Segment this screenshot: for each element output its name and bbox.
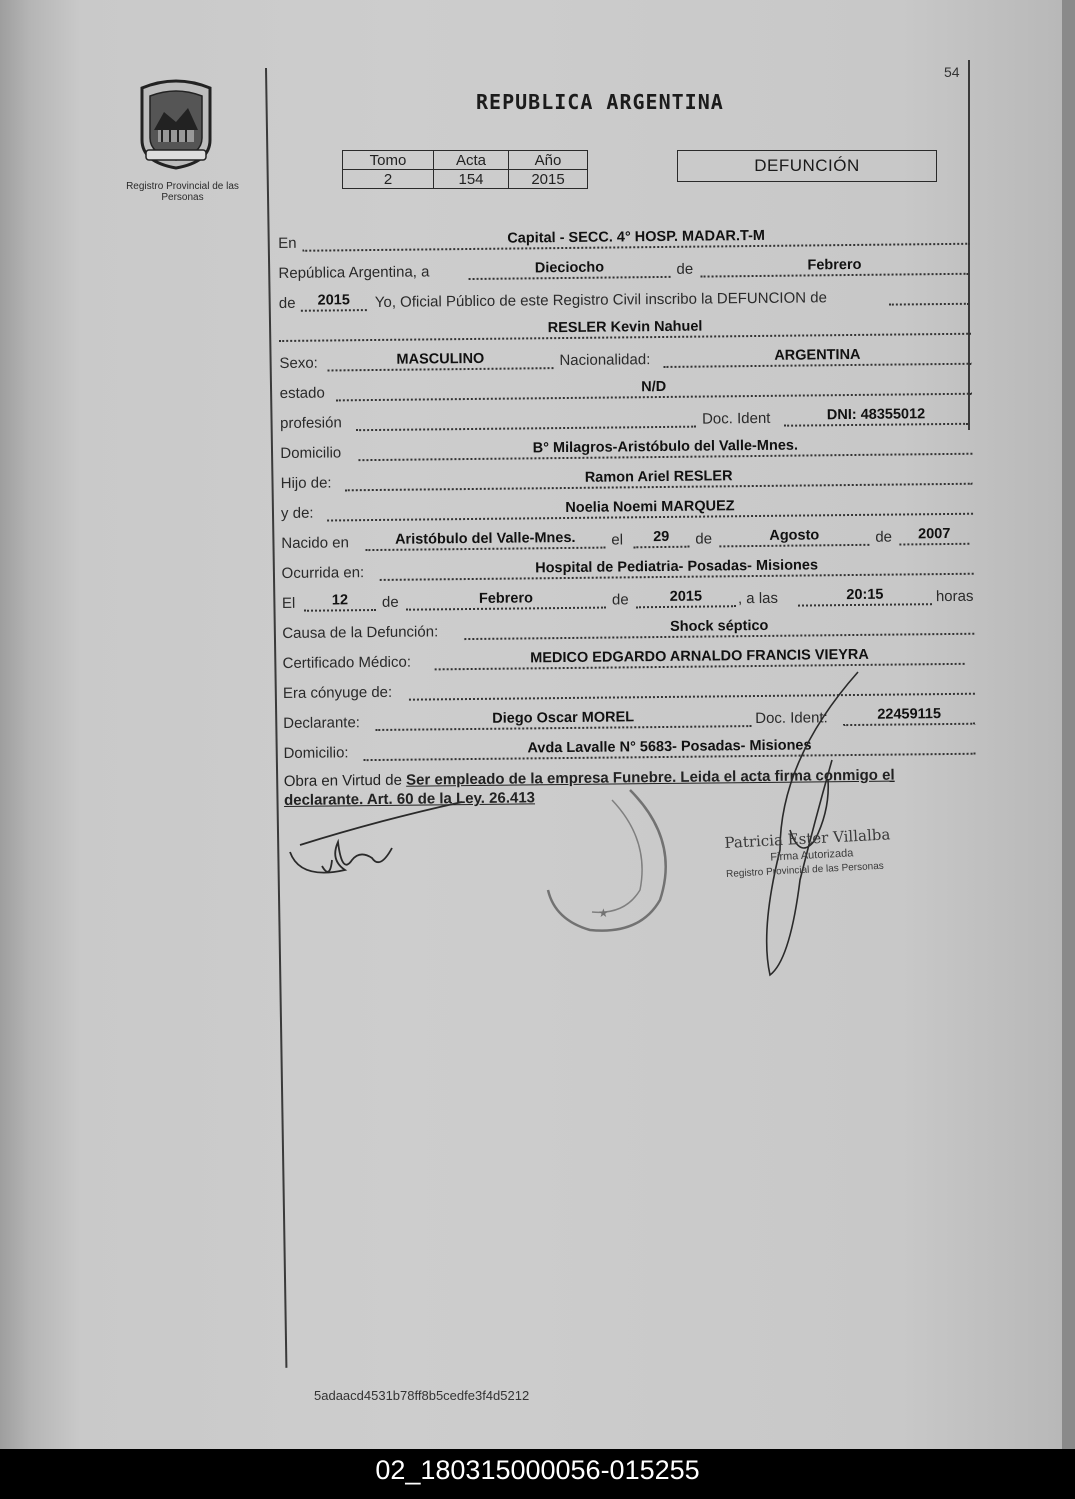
officer-signature <box>767 672 858 975</box>
footer-code: 02_180315000056-015255 <box>375 1455 700 1485</box>
label-de: de <box>676 260 694 278</box>
label-obra: Obra en Virtud de <box>283 771 403 790</box>
label-sexo: Sexo: <box>279 354 318 372</box>
field-year: 2015 <box>301 292 367 312</box>
label-hijo-de: Hijo de: <box>280 474 332 492</box>
field-domicilio-decl: Avda Lavalle N° 5683- Posadas- Misiones <box>363 736 975 761</box>
label-en: En <box>278 234 297 252</box>
field-nacido-anio: 2007 <box>899 526 969 546</box>
officer-name: Patricia Ester Villalba <box>724 825 891 852</box>
header-anio: Año <box>509 151 588 170</box>
label-el: el <box>611 531 624 549</box>
declarant-signature <box>290 802 462 873</box>
label-el-def: El <box>281 594 296 612</box>
label-conyuge: Era cónyuge de: <box>282 683 393 702</box>
field-domicilio: B° Milagros-Aristóbulo del Valle-Mnes. <box>358 436 972 461</box>
field-hijo-de: Ramon Ariel RESLER <box>345 466 973 492</box>
officer-role: Firma Autorizada <box>769 847 854 864</box>
document-hash: 5adaacd4531b78ff8b5cedfe3f4d5212 <box>314 1388 530 1403</box>
label-declarante: Declarante: <box>283 714 361 732</box>
label-oficial-text: Yo, Oficial Público de este Registro Civil inscribo la DEFUNCION de <box>374 289 827 311</box>
star-icon: ★ <box>598 906 609 920</box>
field-en: Capital - SECC. 4° HOSP. MADAR.T-M <box>302 226 970 252</box>
field-nacido-mes: Agosto <box>719 527 869 548</box>
header-acta: Acta <box>434 151 509 170</box>
label-horas: horas <box>935 587 974 606</box>
obra-text-line2: declarante. Art. 60 de la Ley. 26.413 <box>283 789 536 809</box>
document-title: REPUBLICA ARGENTINA <box>476 90 724 114</box>
field-month: Febrero <box>700 256 968 278</box>
value-tomo: 2 <box>343 170 434 189</box>
value-anio: 2015 <box>509 170 588 189</box>
label-estado: estado <box>279 384 325 402</box>
label-domicilio: Domicilio <box>280 444 342 462</box>
field-causa: Shock séptico <box>464 616 974 640</box>
field-ocurrida: Hospital de Pediatria- Posadas- Misiones <box>380 556 974 581</box>
record-type-box: DEFUNCIÓN <box>677 150 937 182</box>
field-day: Dieciocho <box>468 259 670 280</box>
field-sexo: MASCULINO <box>327 350 553 371</box>
value-acta: 154 <box>434 170 509 189</box>
officer-registry: Registro Provincial de las Personas <box>725 860 885 880</box>
field-deceased-name: RESLER Kevin Nahuel <box>279 316 971 342</box>
registry-name: Registro Provincial de las Personas <box>126 181 239 203</box>
label-de-year: de <box>278 294 296 312</box>
label-de-def-1: de <box>381 593 399 611</box>
field-nacido-lugar: Aristóbulo del Valle-Mnes. <box>365 530 605 552</box>
label-republica: República Argentina, a <box>278 263 430 282</box>
circular-stamp <box>548 790 666 931</box>
label-domicilio-decl: Domicilio: <box>283 744 349 762</box>
field-decl-doc: 22459115 <box>843 706 975 726</box>
field-def-dia: 12 <box>304 592 376 612</box>
field-nacido-dia: 29 <box>633 529 689 549</box>
label-certificado: Certificado Médico: <box>282 653 412 672</box>
header-tomo: Tomo <box>343 151 434 170</box>
label-y-de: y de: <box>280 504 314 522</box>
field-doc-ident: DNI: 48355012 <box>784 406 968 427</box>
label-nacido-en: Nacido en <box>281 534 349 552</box>
label-de-1: de <box>695 530 713 548</box>
label-nacionalidad: Nacionalidad: <box>559 351 651 370</box>
page-number: 54 <box>944 64 960 80</box>
label-doc-ident: Doc. Ident <box>701 409 771 428</box>
field-y-de: Noelia Noemi MARQUEZ <box>327 496 973 522</box>
field-def-mes: Febrero <box>406 590 606 611</box>
field-def-hora: 20:15 <box>798 586 932 606</box>
label-ocurrida: Ocurrida en: <box>281 564 365 582</box>
officer-stamp <box>724 825 892 880</box>
field-def-anio: 2015 <box>636 588 736 608</box>
label-de-def-2: de <box>611 591 629 609</box>
label-profesion: profesión <box>279 414 342 432</box>
label-de-2: de <box>875 528 893 546</box>
field-estado: N/D <box>336 376 972 402</box>
field-declarante: Diego Oscar MOREL <box>375 708 751 731</box>
label-a-las: , a las <box>737 589 779 608</box>
field-certificado: MEDICO EDGARDO ARNALDO FRANCIS VIEYRA <box>434 646 964 671</box>
obra-text-line1: Ser empleado de la empresa Funebre. Leida el acta firma conmigo el <box>406 766 895 789</box>
label-causa: Causa de la Defunción: <box>282 623 439 642</box>
field-nacionalidad: ARGENTINA <box>663 346 971 368</box>
label-decl-doc: Doc. Ident: <box>755 709 828 728</box>
